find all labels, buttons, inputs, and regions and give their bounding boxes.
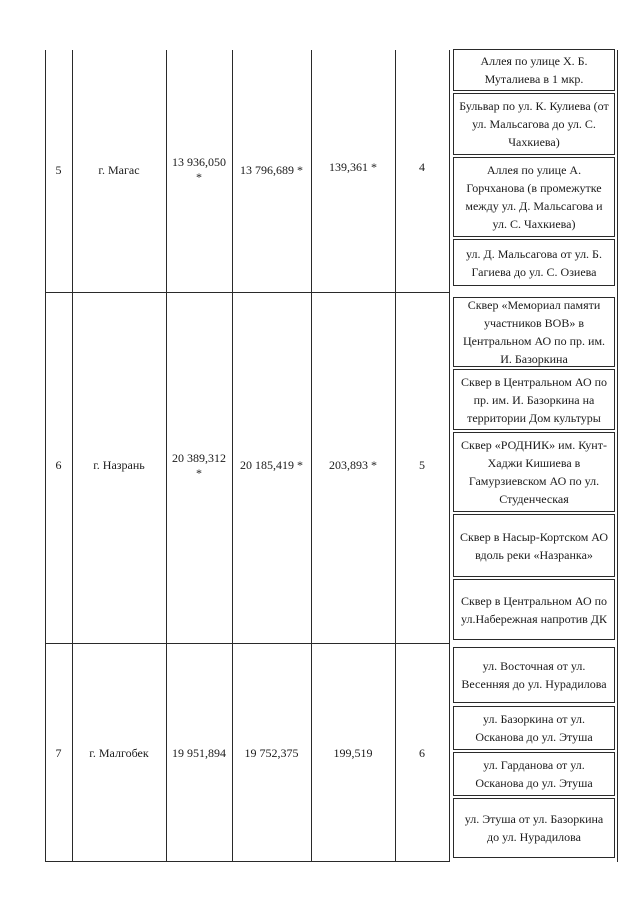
object-cell: ул. Этуша от ул. Базоркина до ул. Нурадилова — [453, 798, 615, 858]
regional-amount: 199,519 — [333, 746, 373, 760]
column-divider — [449, 50, 450, 862]
object-cell: ул. Гарданова от ул. Осканова до ул. Этуша — [453, 752, 615, 796]
object-count: 4 — [419, 160, 425, 174]
federal-amount: 20 185,419 * — [240, 458, 303, 472]
object-cell: Сквер в Центральном АО по пр. им. И. Базоркина на территории Дом культуры — [453, 369, 615, 430]
object-cell: ул. Д. Мальсагова от ул. Б. Гагиева до ул. С. Озиева — [453, 239, 615, 286]
municipality-name: г. Малгобек — [89, 746, 149, 760]
total-amount: 13 936,050 * — [172, 155, 226, 184]
column-divider — [166, 50, 167, 862]
table-border-bottom — [45, 861, 449, 862]
municipality-name: г. Назрань — [93, 458, 145, 472]
table-border-right — [617, 50, 618, 862]
row-separator — [45, 292, 449, 293]
row-number: 6 — [55, 458, 62, 472]
total-amount: 20 389,312 * — [172, 451, 226, 480]
object-cell: Бульвар по ул. К. Кулиева (от ул. Мальсагова до ул. С. Чахкиева) — [453, 93, 615, 155]
federal-amount: 13 796,689 * — [240, 163, 303, 177]
object-cell: Аллея по улице Х. Б. Муталиева в 1 мкр. — [453, 49, 615, 91]
object-count: 5 — [419, 458, 425, 472]
regional-amount: 139,361 * — [329, 160, 377, 174]
object-cell: ул. Восточная от ул. Весенняя до ул. Нурадилова — [453, 647, 615, 703]
object-cell: Сквер «Мемориал памяти участников ВОВ» в Центральном АО по пр. им. И. Базоркина — [453, 297, 615, 367]
municipality-name: г. Магас — [98, 163, 140, 177]
object-cell: ул. Базоркина от ул. Осканова до ул. Этуша — [453, 706, 615, 750]
total-amount: 19 951,894 — [172, 746, 226, 760]
object-count: 6 — [419, 746, 425, 760]
federal-amount: 19 752,375 — [244, 746, 299, 760]
object-cell: Сквер «РОДНИК» им. Кунт-Хаджи Кишиева в Гамурзиевском АО по ул. Студенческая — [453, 432, 615, 512]
object-cell: Аллея по улице А. Горчханова (в промежутке между ул. Д. Мальсагова и ул. С. Чахкиева) — [453, 157, 615, 237]
object-cell: Сквер в Центральном АО по ул.Набережная напротив ДК — [453, 579, 615, 640]
object-cell: Сквер в Насыр-Кортском АО вдоль реки «Назранка» — [453, 514, 615, 577]
regional-amount: 203,893 * — [329, 458, 377, 472]
row-number: 5 — [55, 163, 62, 177]
row-number: 7 — [55, 746, 62, 760]
row-separator — [45, 643, 449, 644]
